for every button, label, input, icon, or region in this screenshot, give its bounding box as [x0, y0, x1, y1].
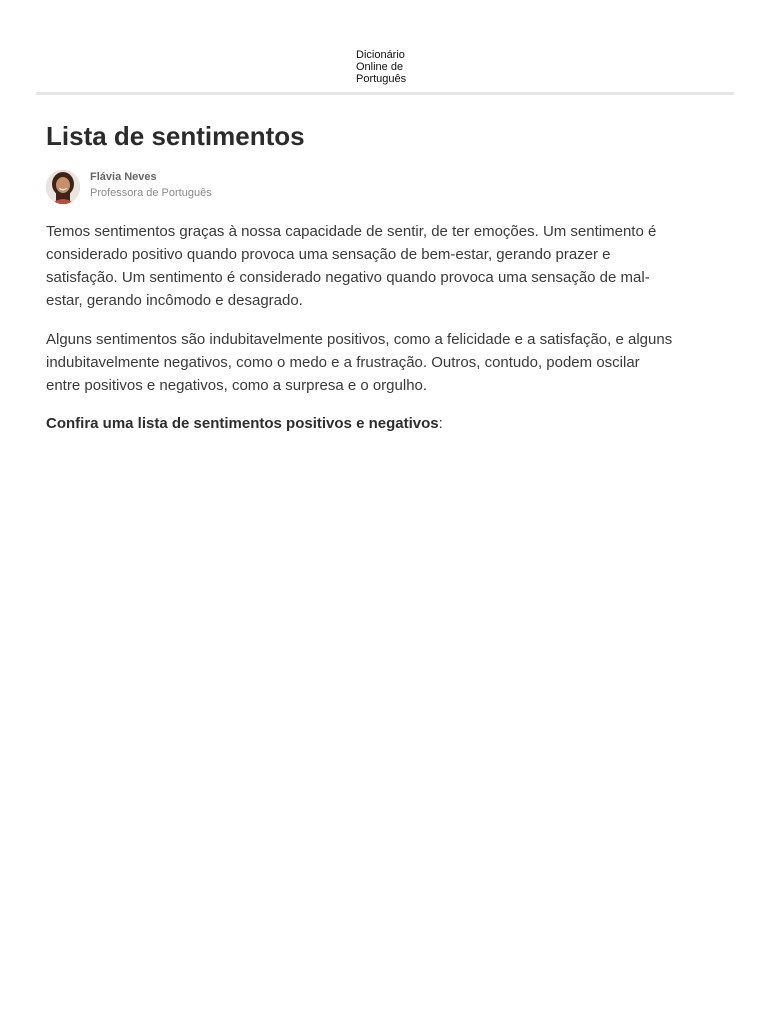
logo-line-2: Online de — [356, 61, 404, 73]
article — [46, 116, 676, 435]
author-role: Professora de Português — [90, 187, 212, 199]
article-content — [46, 220, 676, 435]
list-intro — [46, 412, 676, 435]
article-title: Lista de sentimentos — [46, 121, 305, 151]
author-avatar-icon[interactable] — [46, 170, 80, 204]
list-intro-bold: Confira uma lista de sentimentos positivos e negativos — [46, 415, 439, 432]
author-name-link[interactable]: Flávia Neves — [90, 171, 157, 183]
list-intro-suffix: : — [438, 415, 443, 432]
logo-line-3: Português — [356, 73, 407, 85]
article-paragraph-1: Temos sentimentos graças à nossa capacidade de sentir, de ter emoções. Um sentimento é considerado positivo quando provoca uma sensação de bem-estar, gerando prazer e satisfação. Um sentimento é considerado negativo quando provoca uma sensação de mal-estar, gerando incômodo e desagrado. — [46, 223, 657, 309]
article-paragraph-2: Alguns sentimentos são indubitavelmente positivos, como a felicidade e a satisfação, e alguns indubitavelmente negativos, como o medo e a frustração. Outros, contudo, podem oscilar entre positivos e negativos, como a surpresa e o orgulho. — [46, 331, 673, 394]
site-logo-link[interactable] — [356, 49, 436, 85]
logo-line-1: Dicionário — [356, 49, 405, 61]
author-block — [46, 169, 676, 205]
site-header — [36, 0, 734, 95]
